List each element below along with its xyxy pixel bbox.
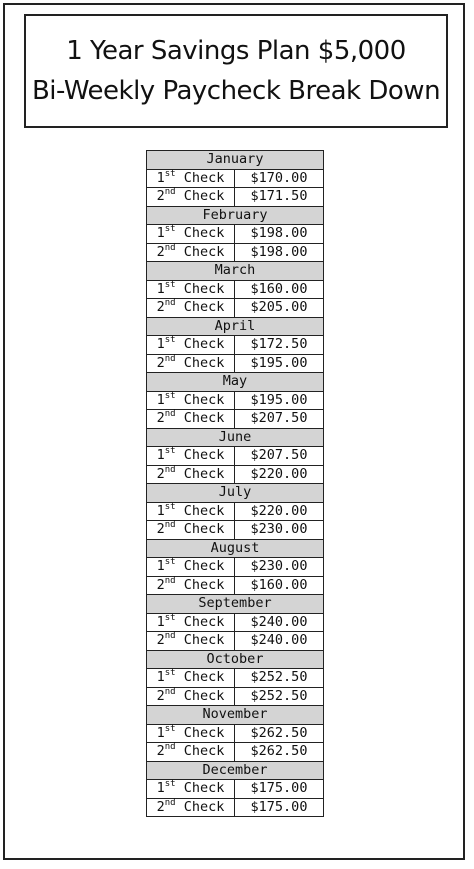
check-ordinal-suffix: st bbox=[164, 723, 176, 734]
check-label bbox=[147, 355, 235, 373]
check-ordinal: 2 bbox=[156, 354, 165, 371]
check-row bbox=[147, 225, 323, 244]
check-word: Check bbox=[183, 243, 225, 260]
check-ordinal-suffix: st bbox=[164, 557, 176, 567]
check-label bbox=[147, 336, 235, 354]
month-header: October bbox=[147, 651, 323, 670]
check-word: Check bbox=[183, 465, 225, 482]
check-ordinal: 2 bbox=[156, 465, 165, 482]
check-ordinal: 2 bbox=[156, 243, 165, 260]
check-row bbox=[147, 244, 323, 263]
check-label bbox=[147, 447, 235, 465]
check-row bbox=[147, 466, 323, 485]
check-row bbox=[147, 521, 323, 540]
check-word: Check bbox=[183, 354, 225, 371]
check-amount: $172.50 bbox=[250, 336, 308, 352]
check-word: Check bbox=[183, 558, 225, 574]
check-ordinal-suffix: st bbox=[164, 224, 176, 234]
check-row bbox=[147, 503, 323, 522]
check-amount: $195.00 bbox=[250, 391, 308, 408]
check-row bbox=[147, 558, 323, 577]
check-ordinal-suffix: nd bbox=[164, 242, 176, 253]
check-label bbox=[147, 466, 235, 484]
check-ordinal: 1 bbox=[156, 613, 165, 630]
month-header: January bbox=[147, 151, 323, 170]
check-row bbox=[147, 392, 323, 411]
check-amount: $262.50 bbox=[250, 724, 308, 741]
check-ordinal-suffix: nd bbox=[164, 353, 176, 364]
title-box bbox=[24, 14, 448, 128]
check-amount: $240.00 bbox=[250, 613, 308, 630]
check-amount: $175.00 bbox=[250, 798, 308, 815]
check-label bbox=[147, 244, 235, 262]
check-word: Check bbox=[183, 391, 225, 408]
check-row bbox=[147, 447, 323, 466]
check-row bbox=[147, 632, 323, 651]
check-ordinal: 2 bbox=[156, 299, 165, 315]
check-amount: $198.00 bbox=[250, 225, 308, 241]
check-ordinal: 1 bbox=[156, 391, 165, 408]
check-amount: $220.00 bbox=[250, 502, 308, 519]
title-line-1: 1 Year Savings Plan $5,000 bbox=[66, 36, 406, 66]
check-label bbox=[147, 743, 235, 761]
check-row bbox=[147, 281, 323, 300]
check-amount: $195.00 bbox=[250, 354, 308, 371]
check-ordinal-suffix: nd bbox=[164, 464, 176, 475]
check-label bbox=[147, 188, 235, 206]
check-ordinal: 1 bbox=[156, 724, 165, 741]
check-ordinal: 2 bbox=[156, 521, 165, 537]
month-header: February bbox=[147, 207, 323, 226]
check-word: Check bbox=[183, 576, 225, 593]
check-ordinal-suffix: st bbox=[164, 779, 176, 789]
check-label bbox=[147, 725, 235, 743]
check-row bbox=[147, 577, 323, 596]
check-row bbox=[147, 336, 323, 355]
check-label bbox=[147, 225, 235, 243]
check-row bbox=[147, 799, 323, 818]
check-word: Check bbox=[183, 336, 225, 352]
check-label bbox=[147, 688, 235, 706]
check-ordinal-suffix: st bbox=[164, 390, 176, 401]
check-ordinal: 1 bbox=[156, 669, 165, 685]
check-amount: $252.50 bbox=[250, 687, 308, 704]
check-word: Check bbox=[183, 724, 225, 741]
check-word: Check bbox=[183, 169, 225, 186]
check-label bbox=[147, 410, 235, 428]
check-ordinal: 2 bbox=[156, 410, 165, 426]
check-amount: $175.00 bbox=[250, 780, 308, 796]
check-ordinal: 2 bbox=[156, 743, 165, 759]
check-word: Check bbox=[183, 687, 225, 704]
check-row bbox=[147, 170, 323, 189]
check-row bbox=[147, 188, 323, 207]
month-header: December bbox=[147, 762, 323, 781]
check-amount: $198.00 bbox=[250, 243, 308, 260]
check-amount: $207.50 bbox=[250, 447, 308, 463]
check-label bbox=[147, 780, 235, 798]
check-ordinal-suffix: nd bbox=[164, 686, 176, 697]
check-word: Check bbox=[183, 780, 225, 796]
check-label bbox=[147, 614, 235, 632]
month-header: September bbox=[147, 595, 323, 614]
check-ordinal-suffix: nd bbox=[164, 409, 176, 419]
check-ordinal-suffix: nd bbox=[164, 575, 176, 586]
check-row bbox=[147, 410, 323, 429]
check-row bbox=[147, 688, 323, 707]
check-row bbox=[147, 299, 323, 318]
check-ordinal: 1 bbox=[156, 780, 165, 796]
check-label bbox=[147, 632, 235, 650]
check-ordinal: 1 bbox=[156, 280, 165, 297]
check-ordinal-suffix: nd bbox=[164, 298, 176, 308]
check-ordinal-suffix: nd bbox=[164, 520, 176, 530]
check-row bbox=[147, 355, 323, 374]
check-amount: $170.00 bbox=[250, 169, 308, 186]
check-ordinal: 2 bbox=[156, 687, 165, 704]
check-ordinal: 1 bbox=[156, 225, 165, 241]
check-word: Check bbox=[183, 798, 225, 815]
check-word: Check bbox=[183, 447, 225, 463]
month-header: November bbox=[147, 706, 323, 725]
check-ordinal-suffix: st bbox=[164, 446, 176, 456]
check-label bbox=[147, 799, 235, 817]
check-amount: $160.00 bbox=[250, 576, 308, 593]
check-label bbox=[147, 299, 235, 317]
check-ordinal: 1 bbox=[156, 169, 165, 186]
check-amount: $240.00 bbox=[250, 632, 308, 648]
check-ordinal-suffix: nd bbox=[164, 797, 176, 808]
check-row bbox=[147, 614, 323, 633]
check-ordinal-suffix: nd bbox=[164, 187, 176, 197]
month-header: August bbox=[147, 540, 323, 559]
check-word: Check bbox=[183, 188, 225, 204]
check-ordinal: 2 bbox=[156, 188, 165, 204]
check-word: Check bbox=[183, 669, 225, 685]
check-word: Check bbox=[183, 521, 225, 537]
month-header: June bbox=[147, 429, 323, 448]
paycheck-schedule-table bbox=[146, 150, 324, 817]
month-header: March bbox=[147, 262, 323, 281]
check-label bbox=[147, 521, 235, 539]
check-word: Check bbox=[183, 502, 225, 519]
check-row bbox=[147, 669, 323, 688]
check-word: Check bbox=[183, 280, 225, 297]
check-ordinal: 2 bbox=[156, 798, 165, 815]
check-amount: $230.00 bbox=[250, 521, 308, 537]
check-ordinal-suffix: st bbox=[164, 501, 176, 512]
check-amount: $252.50 bbox=[250, 669, 308, 685]
check-ordinal: 2 bbox=[156, 632, 165, 648]
check-amount: $230.00 bbox=[250, 558, 308, 574]
check-ordinal-suffix: nd bbox=[164, 631, 176, 641]
check-ordinal: 1 bbox=[156, 558, 165, 574]
check-word: Check bbox=[183, 613, 225, 630]
check-ordinal: 1 bbox=[156, 447, 165, 463]
check-row bbox=[147, 743, 323, 762]
check-ordinal-suffix: st bbox=[164, 668, 176, 678]
check-ordinal-suffix: st bbox=[164, 168, 176, 179]
check-label bbox=[147, 503, 235, 521]
check-ordinal: 2 bbox=[156, 576, 165, 593]
check-ordinal: 1 bbox=[156, 336, 165, 352]
check-word: Check bbox=[183, 410, 225, 426]
check-label bbox=[147, 669, 235, 687]
check-label bbox=[147, 170, 235, 188]
check-label bbox=[147, 281, 235, 299]
check-amount: $262.50 bbox=[250, 743, 308, 759]
check-ordinal-suffix: st bbox=[164, 279, 176, 290]
month-header: May bbox=[147, 373, 323, 392]
check-ordinal: 1 bbox=[156, 502, 165, 519]
check-row bbox=[147, 725, 323, 744]
check-row bbox=[147, 780, 323, 799]
check-word: Check bbox=[183, 225, 225, 241]
title-line-2: Bi-Weekly Paycheck Break Down bbox=[31, 76, 441, 106]
check-ordinal-suffix: st bbox=[164, 335, 176, 345]
check-label bbox=[147, 392, 235, 410]
check-word: Check bbox=[183, 632, 225, 648]
check-word: Check bbox=[183, 743, 225, 759]
check-ordinal-suffix: nd bbox=[164, 742, 176, 752]
month-header: April bbox=[147, 318, 323, 337]
month-header: July bbox=[147, 484, 323, 503]
check-ordinal-suffix: st bbox=[164, 612, 176, 623]
check-amount: $171.50 bbox=[250, 188, 308, 204]
check-label bbox=[147, 577, 235, 595]
check-amount: $220.00 bbox=[250, 465, 308, 482]
check-amount: $207.50 bbox=[250, 410, 308, 426]
check-amount: $205.00 bbox=[250, 299, 308, 315]
check-amount: $160.00 bbox=[250, 280, 308, 297]
check-word: Check bbox=[183, 299, 225, 315]
check-label bbox=[147, 558, 235, 576]
